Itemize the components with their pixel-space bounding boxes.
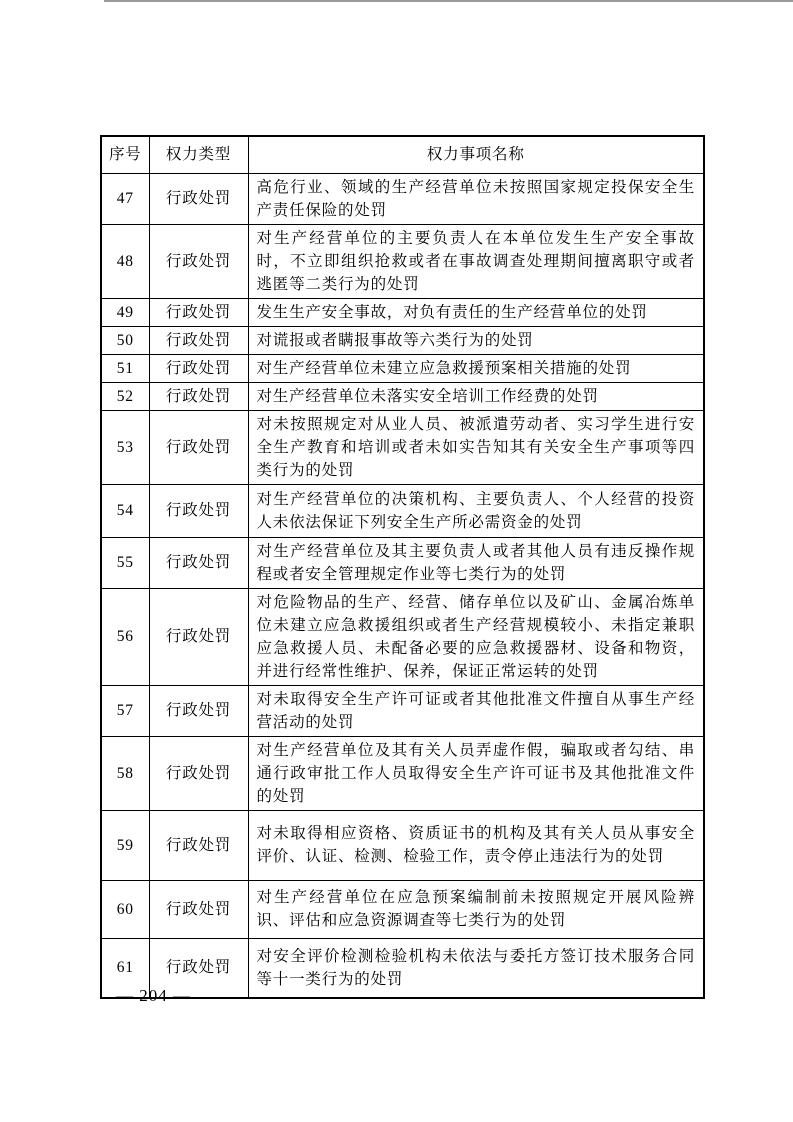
cell-serial: 49 <box>101 298 149 326</box>
table-body <box>101 173 704 998</box>
cell-power-item-name: 对危险物品的生产、经营、储存单位以及矿山、金属冶炼单位未建立应急救援组织或者生产经营规模较小、未指定兼职应急救援人员、未配备必要的应急救援器材、设备和物资，并进行经常性维护、保养，保证正常运转的处罚 <box>248 588 704 685</box>
cell-serial: 54 <box>101 484 149 537</box>
cell-power-type: 行政处罚 <box>149 588 248 685</box>
cell-power-item-name: 对未按照规定对从业人员、被派遣劳动者、实习学生进行安全生产教育和培训或者未如实告知其有关安全生产事项等四类行为的处罚 <box>248 410 704 484</box>
cell-power-item-name: 对未取得相应资格、资质证书的机构及其有关人员从事安全评价、认证、检测、检验工作，责令停止违法行为的处罚 <box>248 810 704 880</box>
cell-serial: 53 <box>101 410 149 484</box>
table-row <box>101 173 704 224</box>
cell-power-item-name: 对生产经营单位的决策机构、主要负责人、个人经营的投资人未依法保证下列安全生产所必需资金的处罚 <box>248 484 704 537</box>
power-items-table <box>100 135 705 999</box>
cell-serial: 52 <box>101 382 149 410</box>
table-row <box>101 224 704 298</box>
cell-power-type: 行政处罚 <box>149 224 248 298</box>
table-row <box>101 354 704 382</box>
table-row <box>101 410 704 484</box>
cell-serial: 55 <box>101 537 149 588</box>
cell-power-type: 行政处罚 <box>149 484 248 537</box>
table-row <box>101 938 704 998</box>
cell-power-item-name: 对安全评价检测检验机构未依法与委托方签订技术服务合同等十一类行为的处罚 <box>248 938 704 998</box>
cell-serial: 48 <box>101 224 149 298</box>
cell-power-type: 行政处罚 <box>149 685 248 736</box>
cell-serial: 56 <box>101 588 149 685</box>
cell-power-type: 行政处罚 <box>149 810 248 880</box>
cell-serial: 60 <box>101 880 149 938</box>
cell-serial: 59 <box>101 810 149 880</box>
cell-power-type: 行政处罚 <box>149 173 248 224</box>
scan-artifact-line <box>104 0 793 2</box>
cell-power-type: 行政处罚 <box>149 410 248 484</box>
page-number: — 204 — <box>116 986 191 1005</box>
table-row <box>101 810 704 880</box>
cell-power-item-name: 高危行业、领域的生产经营单位未按照国家规定投保安全生产责任保险的处罚 <box>248 173 704 224</box>
cell-power-item-name: 对生产经营单位及其主要负责人或者其他人员有违反操作规程或者安全管理规定作业等七类行为的处罚 <box>248 537 704 588</box>
cell-power-item-name: 对生产经营单位的主要负责人在本单位发生生产安全事故时，不立即组织抢救或者在事故调查处理期间擅离职守或者逃匿等二类行为的处罚 <box>248 224 704 298</box>
col-header-serial: 序号 <box>101 136 149 173</box>
table-row <box>101 382 704 410</box>
cell-serial: 57 <box>101 685 149 736</box>
cell-power-type: 行政处罚 <box>149 298 248 326</box>
col-header-power-item-name: 权力事项名称 <box>248 136 704 173</box>
header-row <box>101 136 704 173</box>
table-row <box>101 685 704 736</box>
cell-power-type: 行政处罚 <box>149 354 248 382</box>
col-header-power-type: 权力类型 <box>149 136 248 173</box>
cell-power-type: 行政处罚 <box>149 736 248 810</box>
cell-serial: 51 <box>101 354 149 382</box>
cell-power-type: 行政处罚 <box>149 382 248 410</box>
cell-power-type: 行政处罚 <box>149 938 248 998</box>
table-row <box>101 736 704 810</box>
cell-power-item-name: 对生产经营单位及其有关人员弄虚作假，骗取或者勾结、串通行政审批工作人员取得安全生产许可证书及其他批准文件的处罚 <box>248 736 704 810</box>
cell-serial: 58 <box>101 736 149 810</box>
cell-power-item-name: 对生产经营单位未建立应急救援预案相关措施的处罚 <box>248 354 704 382</box>
cell-power-item-name: 对生产经营单位在应急预案编制前未按照规定开展风险辨识、评估和应急资源调查等七类行为的处罚 <box>248 880 704 938</box>
cell-power-item-name: 发生生产安全事故，对负有责任的生产经营单位的处罚 <box>248 298 704 326</box>
cell-power-type: 行政处罚 <box>149 326 248 354</box>
cell-serial: 50 <box>101 326 149 354</box>
cell-power-item-name: 对生产经营单位未落实安全培训工作经费的处罚 <box>248 382 704 410</box>
cell-serial: 61 <box>101 938 149 998</box>
cell-power-type: 行政处罚 <box>149 537 248 588</box>
table-row <box>101 588 704 685</box>
table-row <box>101 880 704 938</box>
table-header <box>101 136 704 173</box>
table-row <box>101 298 704 326</box>
table-row <box>101 537 704 588</box>
cell-power-item-name: 对未取得安全生产许可证或者其他批准文件擅自从事生产经营活动的处罚 <box>248 685 704 736</box>
cell-power-type: 行政处罚 <box>149 880 248 938</box>
table-row <box>101 326 704 354</box>
cell-power-item-name: 对谎报或者瞒报事故等六类行为的处罚 <box>248 326 704 354</box>
table-row <box>101 484 704 537</box>
cell-serial: 47 <box>101 173 149 224</box>
